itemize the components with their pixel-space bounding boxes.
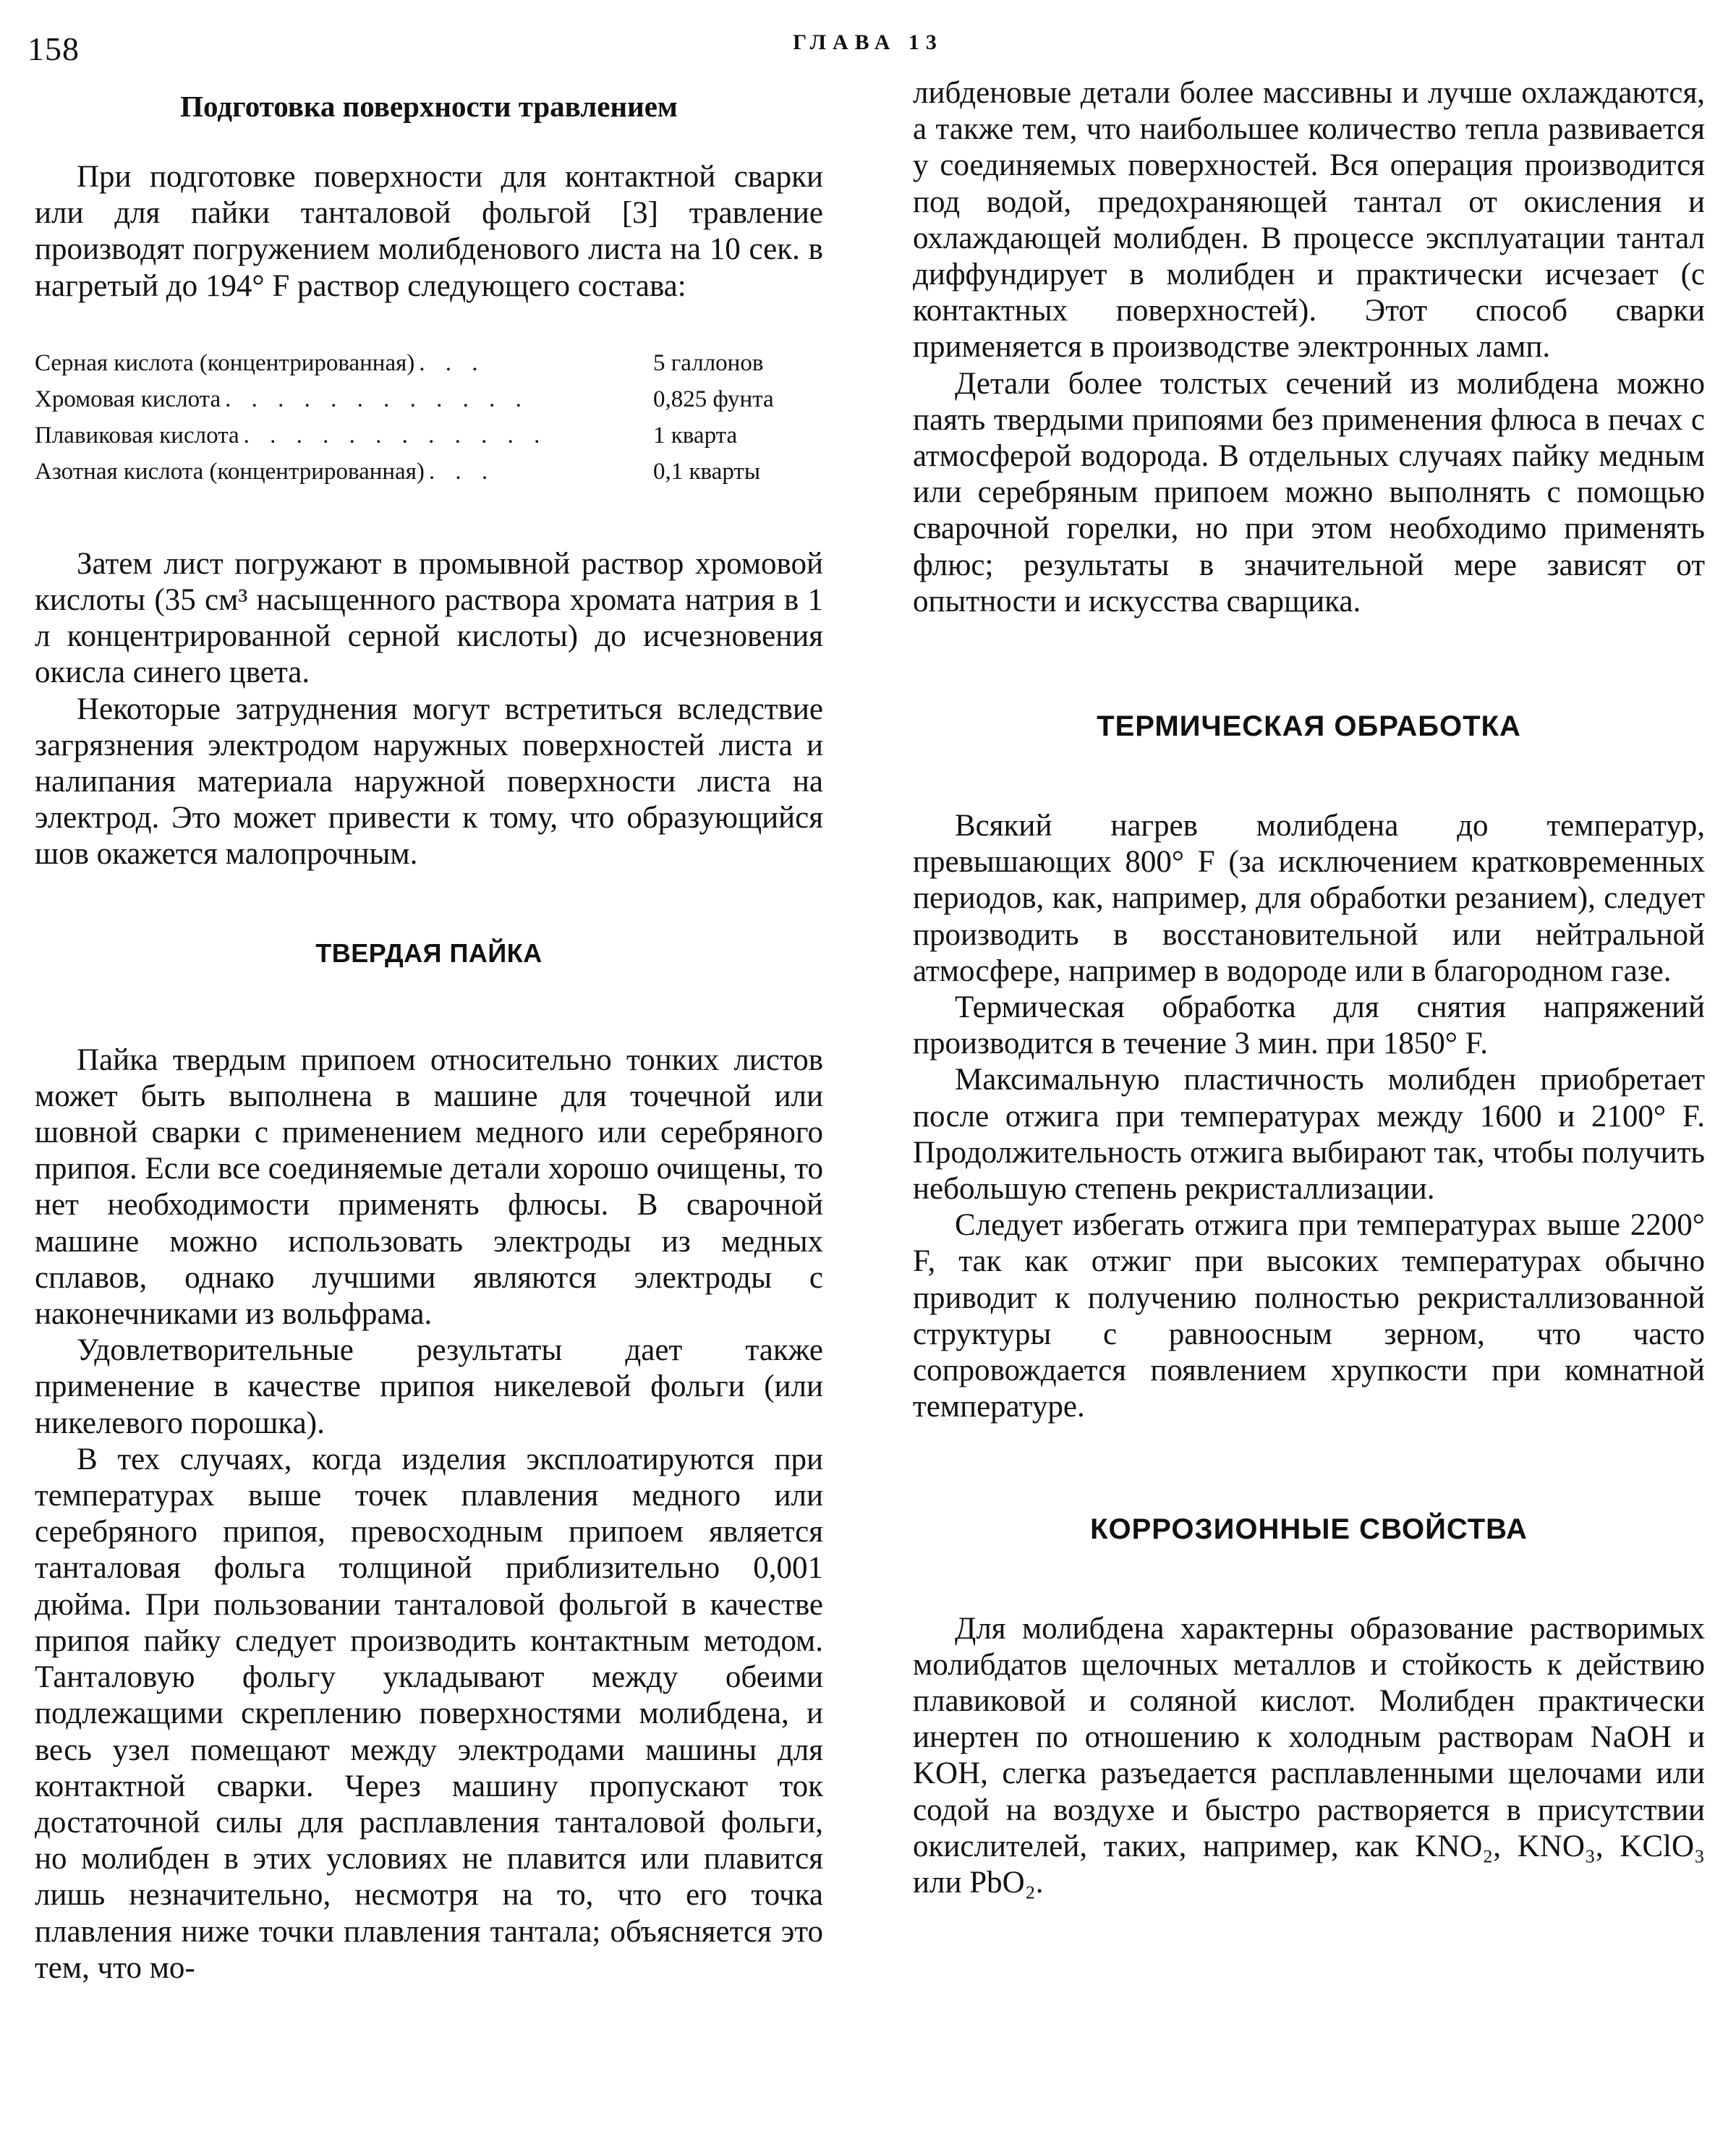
brazing-paragraph-3: В тех случаях, когда изделия эксплоатируются при температурах выше точек плавления медного или серебряного припоя, превосходным припоем является танталовая фольга толщиной приблизительно 0,001 дюйма. При пользовании танталовой фольгой в качестве припоя пайку следует производить контактным методом. Танталовую фольгу укладывают между обеими подлежащими скреплению поверхностями молибдена, и весь узел помещают между электродами машины для контактной сварки. Через машину пропускают ток достаточной силы для расплавления танталовой фольги, но молибден в этих условиях не плавится или плавится лишь незначительно, несмотря на то, что его точка плавления ниже точки плавления тантала; объясняется это тем, что мо-: [35, 1442, 823, 1985]
recipe-item-name: Серная кислота (концентрированная): [35, 349, 415, 376]
spacer: [913, 1547, 1705, 1611]
recipe-item: [35, 417, 812, 454]
corrosion-paragraph-1: Для молибдена характерны образование растворимых молибдатов щелочных металлов и стойкость к действию плавиковой и соляной кислот. Молибден практически инертен по отношению к холодным растворам NaOH и KOH, слегка разъедается расплавленными щелочами или содой на воздухе и быстро растворяется в присутствии окислителей, таких, например, как KNO₂, KNO₃, KClO₃ или PbO₂.: [913, 1611, 1705, 1900]
spacer: [913, 620, 1705, 708]
heat-treatment-paragraph-1: Всякий нагрев молибдена до температур, превышающих 800° F (за исключением кратковременных периодов, как, например, для обработки резанием), следует производить в восстановительной или нейтральной атмосфере, например в водороде или в благородном газе.: [913, 809, 1705, 988]
recipe-item-leader: . . . . . . . . . . . .: [225, 386, 529, 412]
recipe-item-amount: 1 кварта: [653, 422, 738, 449]
recipe-item-name: Хромовая кислота: [35, 386, 221, 412]
right-column: [913, 75, 1705, 1901]
etching-paragraph-1: При подготовке поверхности для контактной сварки или для пайки танталовой фольгой [3] травление производят погружением молибденового листа на 10 сек. в нагретый до 194° F раствор следующего состава:: [35, 160, 823, 303]
recipe-item-amount: 0,825 фунта: [653, 386, 774, 412]
recipe-item-leader: . . . . . . . . . . . .: [243, 422, 548, 449]
recipe-item: [35, 345, 812, 381]
recipe-item-amount: 5 галлонов: [653, 349, 764, 376]
spacer: [35, 873, 823, 935]
etching-paragraph-2: Затем лист погружают в промывной раствор хромовой кислоты (35 см³ насыщенного раствора хромата натрия в 1 л концентрированной серной кислоты) до исчезновения окисла синего цвета.: [35, 546, 823, 690]
brazing-paragraph-4: Детали более толстых сечений из молибдена можно паять твердыми припоями без применения флюса в печах с атмосферой водорода. В отдельных случаях пайку медным или серебряным припоем можно выполнять с помощью сварочной горелки, но при этом необходимо применять флюс; результаты в значительной мере зависят от опытности и искусства сварщика.: [913, 366, 1705, 618]
spacer: [35, 972, 823, 1042]
brazing-paragraph-2: Удовлетворительные результаты дает также применение в качестве припоя никелевой фольги (или никелевого порошка).: [35, 1333, 823, 1440]
heat-treatment-paragraph-3: Максимальную пластичность молибден приобретает после отжига при температурах между 1600 и 2100° F. Продолжительность отжига выбирают так, чтобы получить небольшую степень рекристаллизации.: [913, 1063, 1705, 1207]
page-number: 158: [27, 30, 80, 67]
spacer: [913, 1426, 1705, 1511]
recipe-item: [35, 454, 812, 490]
brazing-continued-paragraph: либденовые детали более массивны и лучше охлаждаются, а также тем, что наибольшее количество тепла развивается у соединяемых поверхностей. Вся операция производится под водой, предохраняющей тантал от окисления и охлаждающей молибден. В процессе эксплуатации тантал диффундирует в молибден и практически исчезает (с контактных поверхностей). Этот способ сварки применяется в производстве электронных ламп.: [913, 76, 1705, 365]
heat-treatment-paragraph-4: Следует избегать отжига при температурах выше 2200° F, так как отжиг при высоких температурах обычно приводит к получению полностью рекристаллизованной структуры с равноосным зерном, что часто сопровождается появлением хрупкости при комнатной температуре.: [913, 1208, 1705, 1424]
etching-recipe-list: [35, 345, 812, 490]
heat-treatment-paragraph-2: Термическая обработка для снятия напряжений производится в течение 3 мин. при 1850° F.: [913, 990, 1705, 1061]
left-column: [35, 75, 823, 1986]
recipe-item-amount: 0,1 кварты: [653, 458, 760, 485]
recipe-item-name: Азотная кислота (концентрированная): [35, 458, 425, 485]
heat-treatment-section-title: ТЕРМИЧЕСКАЯ ОБРАБОТКА: [1097, 710, 1521, 743]
recipe-item-leader: . . .: [419, 349, 485, 376]
brazing-paragraph-1: Пайка твердым припоем относительно тонких листов может быть выполнена в машине для точечной или шовной сварки с применением медного или серебряного припоя. Если все соединяемые детали хорошо очищены, то нет необходимости применять флюсы. В сварочной машине можно использовать электроды из медных сплавов, однако лучшими являются электроды с наконечниками из вольфрама.: [35, 1042, 823, 1332]
spacer: [913, 744, 1705, 808]
etching-title: Подготовка поверхности травлением: [180, 90, 678, 123]
running-head: ГЛАВА 13: [793, 30, 943, 54]
recipe-item-name: Плавиковая кислота: [35, 422, 239, 449]
brazing-section-title: ТВЕРДАЯ ПАЙКА: [315, 938, 542, 968]
corrosion-section-title: КОРРОЗИОННЫЕ СВОЙСТВА: [1090, 1513, 1528, 1545]
etching-paragraph-3: Некоторые затруднения могут встретиться вследствие загрязнения электродом наружных поверхностей листа и налипания материала наружной поверхности листа на электрод. Это может привести к тому, что образующийся шов окажется малопрочным.: [35, 692, 823, 872]
recipe-item: [35, 381, 812, 417]
recipe-item-leader: . . .: [428, 458, 495, 485]
